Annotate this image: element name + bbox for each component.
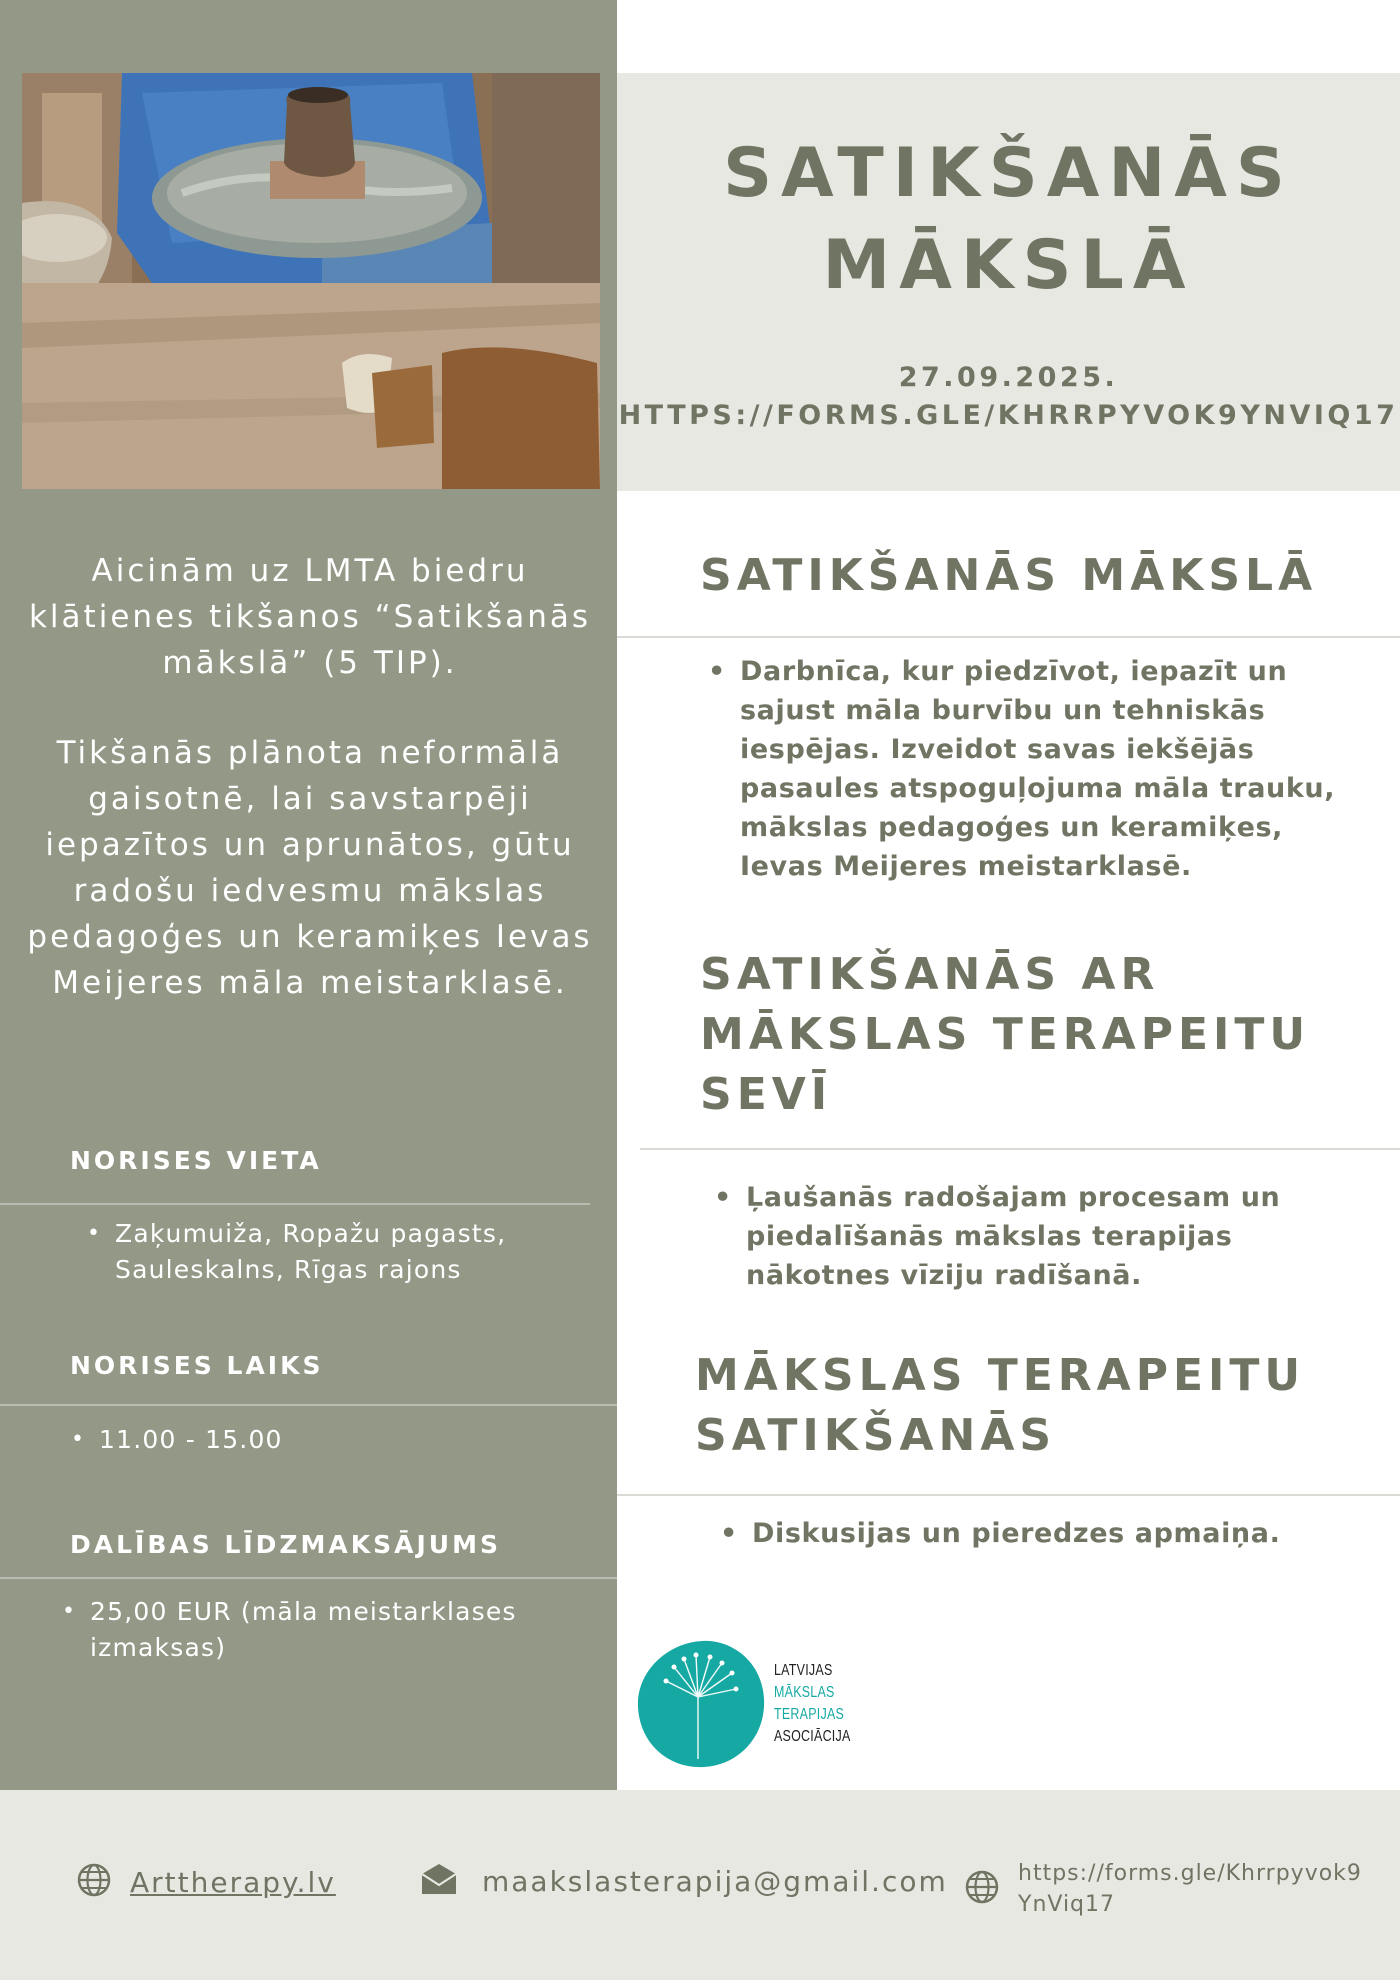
time-item: • 11.00 - 15.00 [71, 1422, 283, 1458]
section-3-heading [695, 1346, 1305, 1466]
section-1-divider [617, 636, 1400, 638]
fee-line-1: • 25,00 EUR (māla meistarklases [90, 1597, 517, 1626]
section-2-heading [700, 945, 1310, 1125]
intro-paragraph-1: Aicinām uz LMTA biedru klātienes tikšanos “Satikšanās mākslā” (5 TIP). [28, 553, 591, 681]
form-url-text[interactable] [1018, 1858, 1362, 1920]
time-list [71, 1422, 283, 1458]
section-1-item [708, 652, 1335, 886]
venue-list [87, 1216, 506, 1288]
venue-divider [0, 1203, 590, 1205]
main-title-line1: SATIKŠANĀS [723, 134, 1294, 213]
website-link[interactable] [76, 1862, 336, 1902]
pottery-wheel-photo [22, 73, 600, 489]
section-1-line: pasaules atspoguļojuma māla trauku, [740, 773, 1336, 804]
section-2-list [714, 1178, 1280, 1295]
section-1-list [708, 652, 1335, 886]
time-divider [0, 1404, 617, 1406]
section-3-divider [617, 1494, 1400, 1496]
form-url-line-2[interactable]: YnViq17 [1018, 1892, 1116, 1917]
main-title-line2: MĀKSLĀ [822, 226, 1195, 305]
section-1-line: Ievas Meijeres meistarklasē. [740, 851, 1192, 882]
form-link[interactable] [964, 1858, 1362, 1920]
registration-url[interactable]: HTTPS://FORMS.GLE/KHRRPYVOK9YNVIQ17 [618, 400, 1399, 431]
section-1-heading-text: SATIKŠANĀS MĀKSLĀ [700, 550, 1318, 601]
logo-line-1: LATVIJAS [774, 1662, 833, 1679]
section-1-line: sajust māla burvību un tehniskās [740, 695, 1266, 726]
fee-list [62, 1594, 517, 1666]
section-1-heading [700, 546, 1317, 606]
logo-line-4: ASOCIĀCIJA [774, 1728, 851, 1745]
globe-icon [76, 1862, 112, 1902]
section-1-line: iespējas. Izveidot savas iekšējās [740, 734, 1255, 765]
section-2-heading-line: SATIKŠANĀS AR [700, 949, 1160, 1000]
section-3-list [720, 1514, 1280, 1553]
section-2-item [714, 1178, 1280, 1295]
venue-item [87, 1216, 506, 1288]
event-date: 27.09.2025. [898, 362, 1119, 393]
venue-heading: NORISES VIETA [70, 1146, 322, 1175]
fee-item [62, 1594, 517, 1666]
venue-line-2: Sauleskalns, Rīgas rajons [115, 1255, 462, 1284]
fee-heading: DALĪBAS LĪDZMAKSĀJUMS [70, 1530, 501, 1559]
section-1-line: mākslas pedagoģes un keramiķes, [740, 812, 1284, 843]
section-2-line: nākotnes vīziju radīšanā. [746, 1260, 1142, 1291]
time-heading: NORISES LAIKS [70, 1351, 324, 1380]
fee-divider [0, 1577, 617, 1579]
venue-line-1: • Zaķumuiža, Ropažu pagasts, [115, 1219, 507, 1248]
section-3-item: • Diskusijas un pieredzes apmaiņa. [720, 1514, 1280, 1553]
logo-line-2: MĀKSLAS [774, 1684, 835, 1701]
section-2-line: piedalīšanās mākslas terapijas [746, 1221, 1233, 1252]
website-text[interactable]: Arttherapy.lv [130, 1865, 336, 1899]
logo-line-3: TERAPIJAS [774, 1706, 845, 1723]
logo-wordmark [774, 1660, 851, 1748]
section-1-line: • Darbnīca, kur piedzīvot, iepazīt un [740, 656, 1288, 687]
main-title [617, 128, 1400, 312]
form-url-line-1[interactable]: https://forms.gle/Khrrpyvok9 [1018, 1861, 1362, 1886]
envelope-icon [420, 1862, 458, 1900]
section-2-divider [640, 1148, 1400, 1150]
email-link[interactable] [420, 1862, 948, 1900]
intro-text [20, 548, 600, 1006]
globe-icon [964, 1869, 1000, 1909]
section-3-heading-line: SATIKŠANĀS [695, 1410, 1057, 1461]
section-2-heading-line: MĀKSLAS TERAPEITU [700, 1009, 1311, 1060]
section-3-heading-line: MĀKSLAS TERAPEITU [695, 1350, 1306, 1401]
section-2-line: • Ļaušanās radošajam procesam un [746, 1182, 1281, 1213]
email-text[interactable]: maakslasterapija@gmail.com [482, 1864, 948, 1898]
section-2-heading-line: SEVĪ [700, 1069, 833, 1120]
fee-line-2: izmaksas) [90, 1633, 227, 1662]
intro-paragraph-2: Tikšanās plānota neformālā gaisotnē, lai savstarpēji iepazītos un aprunātos, gūtu radošu iedvesmu mākslas pedagoģes un keramiķes Ievas Meijeres māla meistarklasē. [27, 735, 593, 1001]
